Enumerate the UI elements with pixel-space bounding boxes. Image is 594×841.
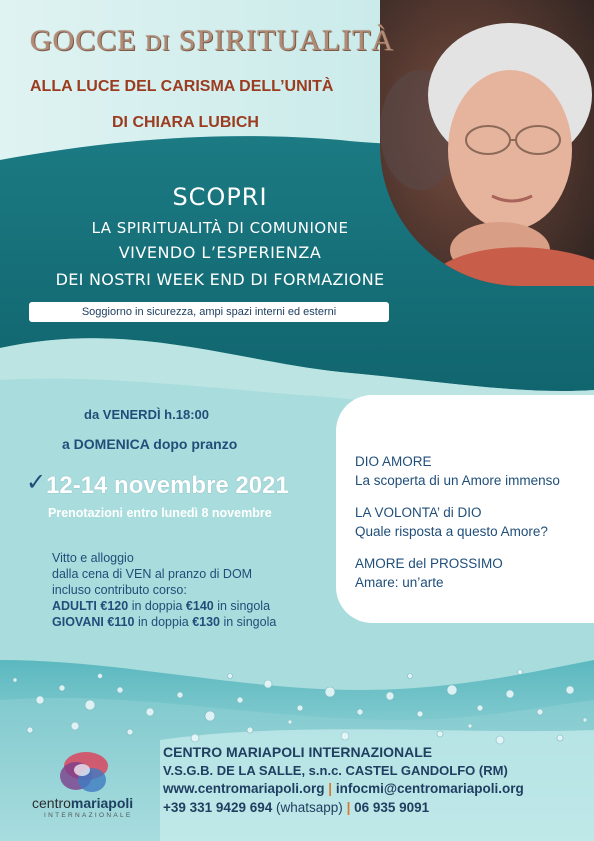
- subtitle-line-1: ALLA LUCE DEL CARISMA DELL’UNITÀ: [30, 78, 334, 95]
- young-price: [52, 614, 276, 630]
- topics-list: [355, 452, 560, 605]
- logo-text: [32, 795, 133, 811]
- phone-mobile-note: (whatsapp): [276, 800, 343, 815]
- checkmark-icon: ✓: [26, 469, 47, 496]
- adults-single-text: in singola: [217, 599, 271, 613]
- topic-title: LA VOLONTA’ di DIO: [355, 505, 482, 520]
- topic-item: [355, 503, 560, 541]
- topic-text: Amare: un’arte: [355, 575, 444, 590]
- headline-line-2: LA SPIRITUALITÀ DI COMUNIONE: [91, 219, 349, 237]
- email-link[interactable]: infocmi@centromariapoli.org: [335, 781, 524, 796]
- phone-landline[interactable]: 06 935 9091: [354, 800, 430, 815]
- adults-double-price: €120: [100, 599, 129, 613]
- org-web-email: [163, 781, 524, 796]
- board-line-1: Vitto e alloggio: [52, 551, 134, 565]
- title-word-3: SPIRITUALITÀ: [178, 24, 395, 57]
- title-word-1: GOCCE: [30, 24, 137, 57]
- logo-text-light: centro: [32, 795, 71, 811]
- main-title: [30, 24, 394, 58]
- adults-single-price: €140: [185, 599, 214, 613]
- stay-note-text: Soggiorno in sicurezza, ampi spazi interni ed esterni: [81, 306, 337, 318]
- stay-note: [29, 302, 389, 322]
- headline-line-3: VIVENDO L’ESPERIENZA: [118, 243, 322, 262]
- young-double-price: €110: [107, 615, 135, 629]
- topic-text: La scoperta di un Amore immenso: [355, 473, 560, 488]
- young-double-text: in doppia: [137, 615, 189, 629]
- adults-price: [52, 598, 276, 614]
- event-dates: 12-14 novembre 2021: [46, 472, 289, 499]
- board-line-3: incluso contributo corso:: [52, 583, 187, 597]
- young-single-price: €130: [192, 615, 220, 629]
- org-phones: [163, 800, 429, 815]
- logo-subtext: INTERNAZIONALE: [44, 812, 133, 819]
- young-label: GIOVANI: [52, 615, 104, 629]
- headline-line-4: DEI NOSTRI WEEK END DI FORMAZIONE: [55, 270, 385, 289]
- org-address: V.S.G.B. DE LA SALLE, s.n.c. CASTEL GANDOLFO (RM): [163, 763, 508, 778]
- separator: |: [346, 800, 351, 815]
- org-name: CENTRO MARIAPOLI INTERNAZIONALE: [163, 744, 433, 760]
- topic-item: [355, 554, 560, 592]
- topic-item: [355, 452, 560, 490]
- adults-label: ADULTI: [52, 599, 97, 613]
- title-word-2: DI: [145, 30, 171, 55]
- topic-title: DIO AMORE: [355, 454, 432, 469]
- schedule-from: da VENERDÌ h.18:00: [84, 407, 209, 422]
- booking-deadline: Prenotazioni entro lunedì 8 novembre: [48, 506, 272, 520]
- board-info: [52, 550, 276, 630]
- board-line-2: dalla cena di VEN al pranzo di DOM: [52, 567, 253, 581]
- headline-line-1: SCOPRI: [172, 183, 268, 211]
- adults-double-text: in doppia: [131, 599, 183, 613]
- phone-mobile[interactable]: +39 331 9429 694: [163, 800, 273, 815]
- logo-text-bold: mariapoli: [70, 795, 134, 811]
- topic-text: Quale risposta a questo Amore?: [355, 524, 548, 539]
- schedule-to: a DOMENICA dopo pranzo: [62, 436, 238, 452]
- topic-title: AMORE del PROSSIMO: [355, 556, 503, 571]
- young-single-text: in singola: [223, 615, 277, 629]
- subtitle-line-2: DI CHIARA LUBICH: [112, 114, 259, 131]
- website-link[interactable]: www.centromariapoli.org: [163, 781, 325, 796]
- separator: |: [328, 781, 333, 796]
